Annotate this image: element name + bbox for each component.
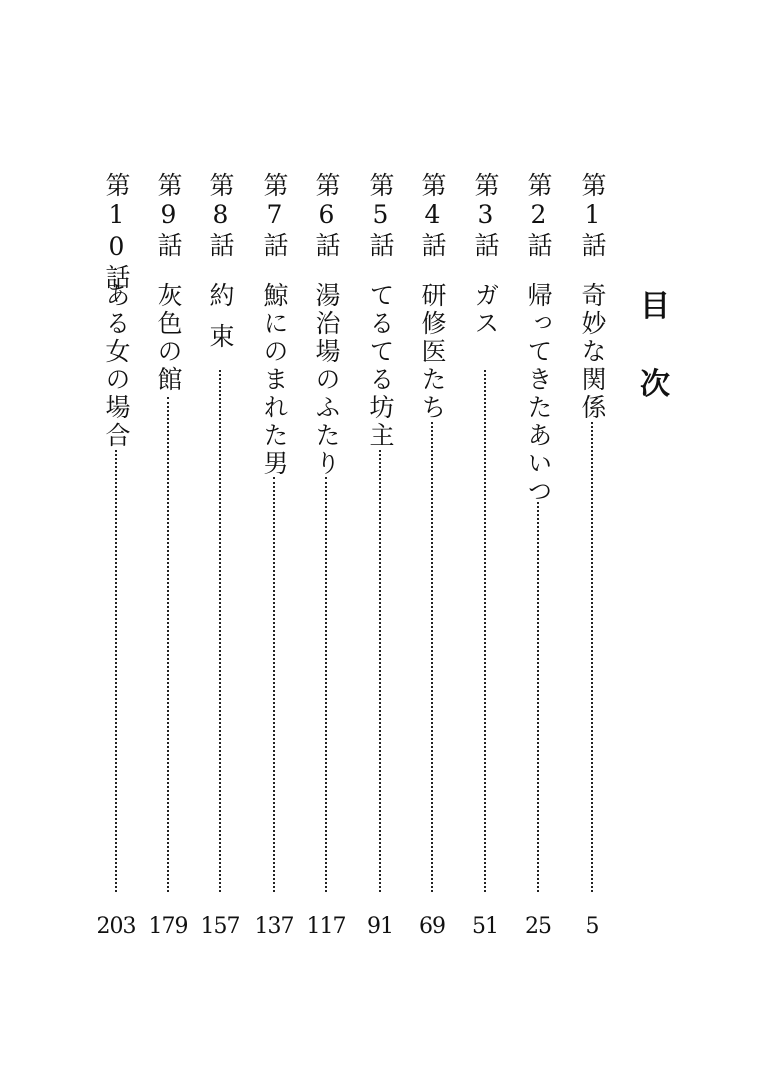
chapter-page-number: 5	[585, 914, 599, 939]
chapter-title: 帰ってきたあいつ	[524, 282, 553, 506]
leader-dots	[591, 422, 593, 892]
leader-dots	[115, 450, 117, 892]
chapter-title: 鯨にのまれた男	[260, 282, 289, 478]
leader-dots	[379, 450, 381, 892]
chapter-title: 研修医たち	[418, 282, 447, 422]
chapter-title: てるてる坊主	[366, 282, 395, 450]
chapter-number: 第1話	[578, 172, 607, 260]
chapter-number: 第2話	[524, 172, 553, 260]
toc-heading-char-2: 次	[640, 367, 670, 402]
leader-dots	[325, 477, 327, 892]
toc-entry	[306, 172, 346, 942]
chapter-title: 灰色の館	[154, 282, 183, 394]
chapter-page-number: 51	[472, 914, 498, 939]
chapter-page-number: 117	[306, 914, 346, 939]
chapter-number: 第8話	[206, 172, 235, 260]
toc-entry	[518, 172, 558, 942]
chapter-title: 奇妙な関係	[578, 282, 607, 422]
toc-entry	[254, 172, 294, 942]
leader-dots	[537, 502, 539, 892]
chapter-page-number: 25	[525, 914, 551, 939]
chapter-title: 湯治場のふたり	[312, 282, 341, 478]
chapter-page-number: 157	[200, 914, 240, 939]
chapter-title: ある女の場合	[102, 282, 131, 450]
toc-heading	[630, 289, 680, 448]
chapter-page-number: 91	[367, 914, 393, 939]
chapter-number: 第5話	[366, 172, 395, 260]
toc-entry	[572, 172, 612, 942]
chapter-number: 第4話	[418, 172, 447, 260]
leader-dots	[484, 370, 486, 892]
leader-dots	[273, 477, 275, 892]
chapter-page-number: 69	[419, 914, 445, 939]
leader-dots	[219, 370, 221, 892]
chapter-number: 第7話	[260, 172, 289, 260]
toc-entry	[360, 172, 400, 942]
toc-entry	[200, 172, 240, 942]
toc-entry	[148, 172, 188, 942]
chapter-title: 約束	[206, 282, 235, 364]
leader-dots	[167, 397, 169, 892]
leader-dots	[431, 422, 433, 892]
toc-entry	[412, 172, 452, 942]
toc-heading-char-1: 目	[640, 289, 670, 324]
chapter-page-number: 179	[148, 914, 188, 939]
chapter-number: 第3話	[471, 172, 500, 260]
toc-entry	[465, 172, 505, 942]
toc-entry	[96, 172, 136, 942]
chapter-page-number: 137	[254, 914, 294, 939]
chapter-title: ガス	[471, 282, 500, 338]
chapter-page-number: 203	[96, 914, 136, 939]
chapter-number: 第9話	[154, 172, 183, 260]
chapter-number: 第6話	[312, 172, 341, 260]
chapter-number: 第10話	[102, 172, 131, 292]
